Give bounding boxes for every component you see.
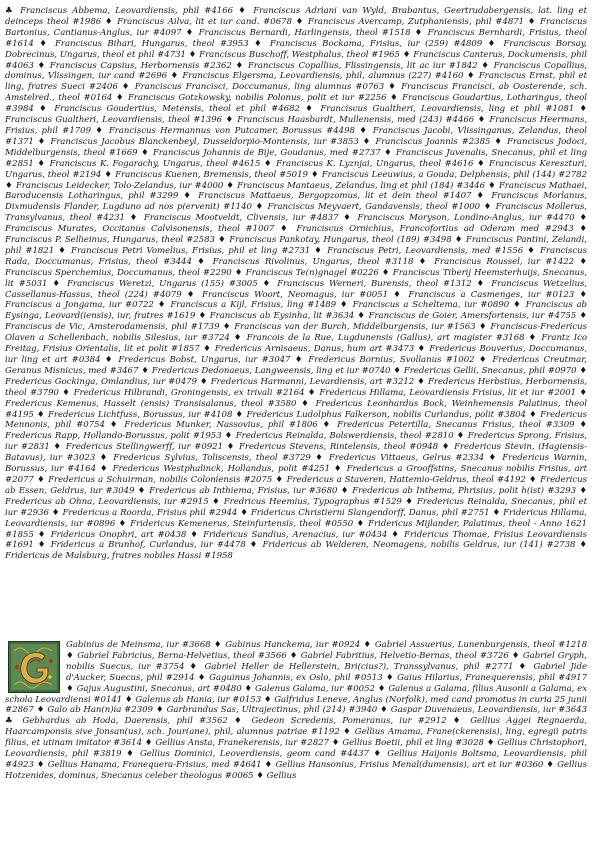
entries-g-text: Gabinius de Meinsma, iur #3668 ♦ Gabinus Hanckema, iur #0924 ♦ Gabriel Assuerius, Lunenburgensis, theol #1218 ♦ Gabriel Fabricius, Berna-Helvetius, theol #3566 ♦ Gabriel Fabritius, Helvetio-Bernas, theol #3726 ♦ Gabriel Gryph, nobilis Suecus, iur #3754 ♦ Gabriel Heller de Hellerstein, Bri(cius?), Transsylvanus, phil #2771 ♦ Gabriel Jide d'Aucker, Suecus, phil #2914 ♦ Gaguinus Johannis, ex Oslo, phil #0513 ♦ Gaius Hilarius, Franequerensis, phil #4917 ♦ Gajus Augustini, Snecanus, art #0480 ♦ Galenus Galama, iur #0052 ♦ Galenus a Galama, filius Ausonii a Galama, ex schola Leovardiensi #0141 ♦ Galenus ab Hania, iur #0153 ♦ Galfridus Leneve, Anglus (Norfolk), med cand promotus in curia 25 junii #2867 ♦ Galo ab Han(n)ia #2309 ♦ Garbrandus Sas, Ultrajectinus, phil (214) #3940 ♦ Gaspar Duvenaeus, Leovardiensis, iur #3643 ♣ Gebhardus ab Hoda, Daerensis, phil #3562 ♦ Gedeon Scredenis, Pomeranus, iur #2912 ♦ Gellius Aggei Regnaerda, Haarcamponsis sive Jonsan(us), sch. Jour(ane), phil, alumnus patriae #1192 ♦ Gellius Amama, Frane(ckerensis), ling, egregii patris filius, et utinam imitator #3614 ♦ Gellius Ansta, Franekerensis, iur #2827 ♦ Gellius Boetii, phil et ling #3028 ♦ Gellius Christophori, Leovardiensis, phil #3819 ♦ Gellius Dominici, Leoverdiensis, geom cand #4437 ♦ Gellius Haijonis Boltsma, Leovardiensis, phil #4923 ♦ Gellius Hanama, Franequera-Frisius, med #4641 ♦ Gellius Hansonius, Frisius Menal(dumensis), art et iur #0360 ♦ Gellius Hotzenides, dominus, Snecanus celeber theologus #0065 ♦ Gellius (5, 640, 587, 781)
entries-f-block (5, 6, 587, 640)
entries-g-block (5, 640, 587, 840)
entries-f-text: ♣ Franciscus Abbema, Leovardiensis, phil #4166 ♦ Franciscus Adriani van Wyld, Brabantus, Geertrudabergensis, lat. ling et deinceps theol #1986 ♦ Franciscus Ailva, lit et iur cand. #0678 ♦ Franciscus Avercamp, Zutphaniensis, phil #4871 ♦ Franciscus Bartonius, Cantianus-Anglus, iur #4097 ♦ Franciscus Bernardi, Harlingensis, theol #1518 ♦ Franciscus Bernhardi, Frisius, theol #1614 ♦ Franciscus Bihari, Hungarus, theol #3953 ♦ Franciscus Bockama, Frisius, iur (259) #4809 ♦ Franciscus Borsay, Dobrecinus, Ungarus, theol et phil #4731 ♦ Franciscus Buschoff, Westphalus, theol #1965 ♦ Franciscus Canterus, Dockumensis, phil #4063 ♦ Franciscus Capsius, Herbornensis #2362 ♦ Franciscus Copallius, Flissingensis, lit ac iur #1842 ♦ Franciscus Copallius, dominus, Vlissingen, iur cand #2696 ♦ Franciscus Elgersma, Leovardiensis, phil, alumnus (227) #4160 ♦ Franciscus Ernst, phil et ling, fratres Sueci #2406 ♦ Franciscus Francisci, Doccumanus, ling alumnus #0763 ♦ Franciscus Francisci, ab Oosterende, sch. Amstelred., theol #0164 ♦ Franciscus Gotzkowsky, nobilis Polonus, polit et iur #2256 ♦ Franciscus Goudartius, Lotharingus, theol #3984 ♦ Franciscus Goudertius, Metensis, theol et phil #4682 ♦ Franciscus Gualtheri, Leovardiensis, ling et phil #1081 ♦ Franciscus Gualtheri, Leovardiensis, theol #1396 ♦ Franciscus Haasbardt, Mullenensis, med (243) #4466 ♦ Franciscus Heermans, Frisius, phil #1709 ♦ Franciscus Hermannus von Putcamer, Borussus #4498 ♦ Franciscus Jacobi, Vlissinganus, Zelandus, theol #1371 ♦ Franciscus Jacobus Blanckenbeyl, Dusseldorpio-Montensis, iur #3853 ♦ Franciscus Joannis #2385 ♦ Franciscus Jodoci, Middelburgensis, theol #1669 ♦ Franciscus Johannis de Bije, Goudanus, med #2737 ♦ Franciscus Juvenalis, Snecanus, phil et ling #2851 ♦ Franciscus K. Fogarachy, Ungarus, theol #4615 ♦ Franciscus K. Lyznjai, Ungarus, theol #4616 ♦ Franciscus Kereszturi, Ungarus, theol #2194 ♦ Franciscus Kuenen, Bremensis, theol #5019 ♦ Franciscus Leeuwius, a Gouda, Delphensis, phil (144) #2782 ♦ Franciscus Leidecker, Tolo-Zelandus, iur #4000 ♦ Franciscus Mantaeus, Zelandus, ling et phil (184) #3446 ♦ Franciscus Mathaei, Baroducensis Lotharingus, phil #3299 ♦ Franciscus Mattaeus, Bergopzomus, lit et dein theol #1407 ♦ Franciscus Morlanus, Dixmudensis Flander, Lugduno ad nos p(ervenit) #1140 ♦ Franciscus Meyvaert, Gandavensis, theol #1000 ♦ Franciscus Mollerus, Transylvanus, theol #4231 ♦ Franciscus Mootveldt, Clivensis, iur #4837 ♦ Franciscus Moryson, Londino-Anglus, iur #4470 ♦ Franciscus Murates, Occitanus Calvisonensis, theol #1007 ♦ Franciscus Ornichius, Francofortius ad Oderam med #2943 ♦ Franciscus P. Sellieinus, Hungarus, theol #2583 ♦ Franciscus Pankotay, Hungarus, theol (189) #3498 ♦ Franciscus Pantini, Zelandi, phil #1821 ♦ Franciscus Petri Vomelius, Frisius, phil et ling #2731 ♦ Franciscus Petri, Leovardiensis, med #1556 ♦ Franciscus Rada, Doccumanus, Frisius, theol #3444 ♦ Franciscus Rivolinus, Ungarus, theol #3118 ♦ Franciscus Roussel, iur #1422 ♦ Franciscus Sperchemius, Doccumanus, theol #2290 ♦ Franciscus Te(n)gnagel #0226 ♦ Franciscus Tiberij Heemsterhuijs, Snecanus, lit #5031 ♦ Franciscus Weretzi, Ungarus (155) #3005 ♦ Franciscus Werneri, Burensis, theol #1312 ♦ Franciscus Wetzelius, Cassellanus-Hassus, theol (224) #4079 ♦ Franciscus Woort, Neomagus, iur #0051 ♦ Franciscus a Casmenges, iur #0123 ♦ Franciscus a Jongama, iur #0722 ♦ Franciscus a Kijl, Frisius, ling #1489 ♦ Franciscus a Scheltema, iur #0890 ♦ Franciscus ab Eysinga, Leovard(iensis), iur, fratres #1619 ♦ Franciscus ab Eysinha, lit #3634 ♦ Franciscus de Goier, Amersfortensis, iur #4755 ♦ Franciscus de Vic, Amsterodamensis, phil #1739 ♦ Franciscus van der Burch, Middelburgensis, iur #1563 ♦ Franciscus-Fredericus Olaven a Schellenbach, nobilis Silesius, iur #3724 ♦ Francois de la Rue, Lugdunensis (Gallus), art magister #3168 ♦ Frantz Ico Freitag, Frisius Orientalis, lit et polit #1857 ♦ Fredericus Arnisaeus, Danus, hum art #3473 ♦ Fredericus Bouverius, Doccumanus, iur ling et art #0384 ♦ Fredericus Bobst, Ungarus, iur #3047 ♦ Fredericus Bornius, Svollanus #1002 ♦ Fredericus Creutmar, Geranus Misnicus, med #3467 ♦ Fredericus Dedonaeus, Langweensis, ling et iur #0740 ♦ Fredericus Gellii, Snecanus, phil #0970 ♦ Fredericus Gockinga, Omlandius, iur #0479 ♦ Fredericus Harmanni, Levardiensis, art #3212 ♦ Fredericus Herbstius, Herbornensis, theol #3790 ♦ Fredericus Hilbrandi, Groningensis, ex trivali #2164 ♦ Fredericus Hillama, Leovardiensis Frisius, lit et iur #2001 ♦ Fredericus Kemenus, Hasselt (ensis) Transisalanus, theol #3580 ♦ Fredericus Leonhardus Bock, Weinhemensis Palatinus, theol #4195 ♦ Fredericus Lichtfuss, Borussus, iur #4108 ♦ Fredericus Ludolphus Falkerson, nobilis Curlandus, polit #3804 ♦ Fredericus Mennonis, phil #0754 ♦ Fredericus Munker, Nassovius, phil #1806 ♦ Fredericus Petertilla, Snecanus Frisius, theol #3309 ♦ Fredericus Rapp, Hollando-Borussus, polit #1953 ♦ Fredericus Reinalda, Bolswerdiensis, theol #2810 ♦ Fredericus Sprong, Frisius, iur #2831 ♦ Fredericus Stellingwerff, iur #0921 ♦ Fredericus Stevens, Rintelensis, theol #0948 ♦ Fredericus Stevin, (Hagiensis-Batavus), iur #3023 ♦ Fredericus Sylvius, Toliscensis, theol #3729 ♦ Fredericus Vittaeus, Gelrus #2334 ♦ Fredericus Warnin, Borussus, iur #4164 ♦ Fredericus Westphalinck, Hollandus, polit #4251 ♦ Fredericus a Grooffstins, Snecanus nobilis Frisius, art #2077 ♦ Fredericus a Schuirman, nobilis Coloniensis #2075 ♦ Fredericus a Staveren, Hattemio-Geldrus, theol #4192 ♦ Fredericus ab Essen, Geldrus, iur #3049 ♦ Fredericus ab Inthiema, Frisius, iur #3680 ♦ Fredericus ab Inthema, Phrisius, polit h(ist) #3293 ♦ Fredericus ab Ohna, Leovardiensis, iur #2915 ♦ Fredricus Heemius, Typographus #1529 ♦ Fredericus Reinalda, Snecanus, phil et iur #2936 ♦ Fredericus a Roorda, Frisius phil #2944 ♦ Fridericus Christierni Slangendorff, Danus, phil #2751 ♦ Fridericus Hillama, Leovardiensis, iur #0896 ♦ Fridericus Kemenerus, Steinfurtensis, theol #0550 ♦ Fridericus Mijlander, Palatinus, theol - Anno 1621 #1855 ♦ Fridericus Onophri, art #0438 ♦ Fridericus Sandius, Arenacius, iur #0434 ♦ Fridericus Thomae, Frisius Leovardiensis #1691 ♦ Fridericus a Brunhof, Curlandus, iur #4478 ♦ Fridericus ab Welderen, Neomagens, nobilis Geldrus, iur (141) #2738 ♦ Fridericus de Malsburg, fratres nobiles Hassi #1958 (5, 6, 587, 562)
illuminated-initial-g-icon (8, 641, 60, 693)
